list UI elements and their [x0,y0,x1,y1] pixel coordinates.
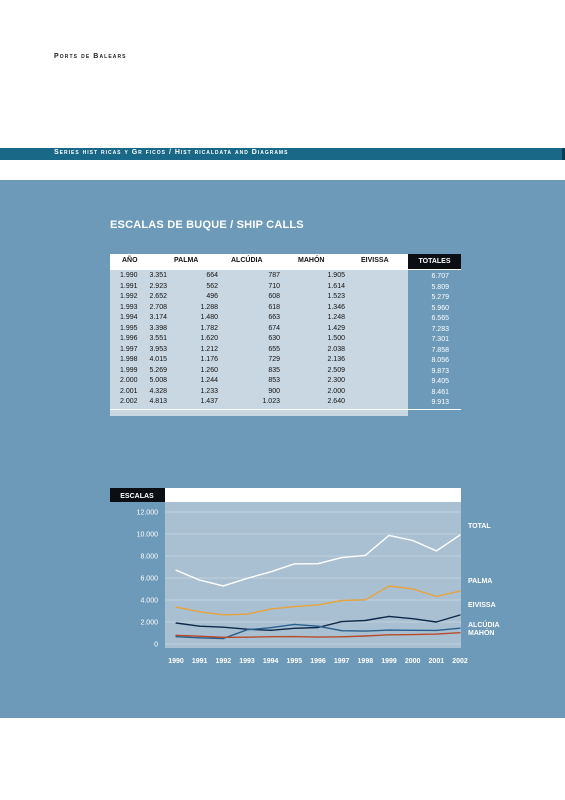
chart-point-eivissa [341,621,342,622]
table-cell-mahon: 853 [268,377,280,384]
table-cell-eivissa: 1.523 [327,293,345,300]
chart-legend-label: EIVISSA [468,602,496,609]
chart-ytick-label: 12.000 [136,509,158,517]
chart-point-total [175,570,176,571]
chart-point-alcúdia [436,630,437,631]
table-row [110,387,408,398]
chart-point-palma [388,585,389,586]
table-cell-alcudia: 1.288 [200,303,218,311]
table-cell-eivissa: 2.300 [327,377,345,384]
chart-ytick-label: 4.000 [140,597,158,605]
table-header-rule [110,269,461,270]
table-row [110,282,408,293]
table-cell-palma: 4.328 [149,387,167,395]
chart-xtick-label: 1999 [381,658,397,665]
table-cell-year: 1.991 [120,282,138,290]
page-title: ESCALAS DE BUQUE / SHIP CALLS [110,219,304,231]
chart-legend-label: MAHÓN [468,630,495,637]
header-alcudia: ALCÚDIA [231,257,263,264]
table-cell-mahon: 674 [268,324,280,332]
chart-point-total [199,580,200,581]
chart-point-palma [412,588,413,589]
table-cell-palma: 5.008 [149,377,167,384]
table-cell-eivissa: 1.248 [327,314,345,321]
table-row [110,355,408,366]
table-cell-palma: 2.923 [149,282,167,290]
chart-title-strip [165,488,461,502]
chart-svg [110,488,550,673]
chart-point-alcúdia [199,637,200,638]
chart-legend-label: TOTAL [468,523,491,530]
chart-point-total [459,534,460,535]
chart-point-alcúdia [270,627,271,628]
chart-point-alcúdia [223,638,224,639]
chart-point-alcúdia [294,624,295,625]
table-cell-palma: 5.269 [149,366,167,374]
chart-point-alcúdia [341,630,342,631]
chart-point-eivissa [199,626,200,627]
table-cell-mahon: 835 [268,366,280,374]
chart-xtick-label: 1998 [357,658,374,665]
table-cell-eivissa: 2.000 [327,387,345,395]
chart-point-mahón [412,634,413,635]
chart-point-palma [294,606,295,607]
table-cell-palma: 3.551 [149,335,167,342]
chart-point-mahón [459,632,460,633]
table-cell-palma: 2.652 [149,293,167,300]
table-row [110,366,408,377]
table-cell-eivissa: 2.136 [327,356,345,363]
table-cell-mahon: 710 [268,282,280,290]
table-cell-year: 1.990 [120,272,138,279]
chart-point-total [341,557,342,558]
table-body [110,269,408,408]
chart-ytick-label: 6.000 [140,575,158,583]
table-cell-eivissa: 2.509 [327,366,345,374]
table-cell-total: 6.565 [431,315,449,322]
table-cell-year: 2.000 [120,377,138,384]
table-cell-mahon: 787 [268,272,280,279]
table-cell-total: 8.461 [431,388,449,396]
chart-point-eivissa [175,622,176,623]
table-cell-alcudia: 562 [206,282,218,290]
chart-point-mahón [436,634,437,635]
chart-point-eivissa [388,616,389,617]
chart-point-mahón [270,636,271,637]
table-cell-eivissa: 1.500 [327,335,345,342]
chart-legend-label: ALCÚDIA [468,622,500,629]
table-cell-mahon: 663 [268,314,280,321]
chart-xtick-label: 1996 [310,658,326,665]
chart-point-alcúdia [317,626,318,627]
table-cell-alcudia: 664 [206,272,218,279]
table-cell-palma: 3.174 [149,314,167,321]
table-cell-year: 2.002 [120,398,138,405]
table-cell-total: 8.056 [431,357,449,364]
table-cell-alcudia: 1.782 [200,324,218,332]
chart-point-palma [459,590,460,591]
chart-point-palma [175,607,176,608]
table-cell-alcudia: 1.437 [200,398,218,405]
table-cell-total: 7.283 [431,325,449,333]
chart-point-palma [246,614,247,615]
table-cell-alcudia: 496 [206,293,218,300]
chart-point-alcúdia [246,629,247,630]
chart-ytick-label: 0 [154,641,158,649]
table-cell-palma: 4.813 [149,398,167,405]
table-cell-alcudia: 1.260 [200,366,218,374]
ship-calls-chart [110,488,550,678]
table-row [110,397,408,408]
chart-xtick-label: 1994 [262,658,279,665]
chart-point-mahón [388,634,389,635]
chart-point-mahón [294,636,295,637]
chart-point-total [317,563,318,564]
table-cell-alcudia: 1.620 [200,335,218,342]
table-cell-palma: 3.398 [149,324,167,332]
header-mahon: MAHÓN [298,257,325,264]
chart-ytick-label: 10.000 [136,531,158,539]
table-cell-year: 1.997 [120,345,138,353]
table-cell-eivissa: 1.429 [327,324,345,332]
chart-point-mahón [341,636,342,637]
header-palma: PALMA [174,257,199,264]
chart-point-eivissa [412,618,413,619]
chart-point-eivissa [294,628,295,629]
chart-point-mahón [365,635,366,636]
table-cell-alcudia: 1.233 [200,387,218,395]
chart-point-total [412,540,413,541]
table-cell-alcudia: 1.480 [200,314,218,321]
table-cell-eivissa: 1.346 [327,303,345,311]
table-cell-total: 6.707 [431,273,449,280]
table-cell-mahon: 655 [268,345,280,353]
chart-point-mahón [223,637,224,638]
table-cell-year: 1.992 [120,293,138,300]
chart-point-eivissa [317,627,318,628]
table-cell-total: 9.405 [431,378,449,385]
chart-point-total [223,585,224,586]
chart-point-mahón [317,636,318,637]
chart-xtick-label: 1990 [168,658,184,665]
table-cell-year: 1.994 [120,314,138,321]
table-row [110,313,408,324]
chart-xtick-label: 1997 [333,658,350,665]
chart-point-alcúdia [365,630,366,631]
chart-point-palma [365,599,366,600]
chart-point-eivissa [459,614,460,615]
chart-point-eivissa [223,627,224,628]
chart-xtick-label: 1992 [215,658,232,665]
section-band-text: Series hist ricas y Gr ficos / Hist ricaldata and Diagrams [54,149,289,156]
table-cell-total: 9.913 [431,399,449,406]
chart-ytick-label: 2.000 [140,619,158,627]
table-cell-palma: 3.351 [149,272,167,279]
table-cell-year: 1.996 [120,335,138,342]
table-cell-year: 1.999 [120,366,138,374]
chart-xtick-label: 1991 [191,658,208,665]
table-bottom-rule [110,409,461,410]
chart-legend-label: PALMA [468,578,493,585]
chart-point-alcúdia [175,636,176,637]
chart-point-alcúdia [412,630,413,631]
chart-point-total [388,535,389,536]
table-cell-palma: 4.015 [149,356,167,363]
table-cell-mahon: 608 [268,293,280,300]
chart-point-palma [436,596,437,597]
table-cell-total: 5.279 [431,294,449,301]
chart-point-mahón [199,636,200,637]
table-cell-mahon: 630 [268,335,280,342]
chart-point-eivissa [365,620,366,621]
table-cell-mahon: 618 [268,303,280,311]
chart-point-mahón [175,635,176,636]
header-eivissa: EIVISSA [361,257,389,264]
table-cell-total: 5.960 [431,304,449,312]
table-row [110,376,408,387]
table-cell-year: 1.995 [120,324,138,332]
totals-body [408,269,461,408]
table-cell-mahon: 900 [268,387,280,395]
table-cell-year: 1.998 [120,356,138,363]
table-row [110,303,408,314]
table-cell-total: 7.301 [431,336,449,343]
chart-point-total [436,550,437,551]
table-row [110,334,408,345]
table-cell-mahon: 729 [268,356,280,363]
chart-point-palma [223,614,224,615]
chart-xtick-label: 1995 [286,658,303,665]
table-row [110,292,408,303]
brand-header: Ports de Balears [54,53,127,60]
table-cell-total: 7.858 [431,346,449,354]
chart-point-alcúdia [459,628,460,629]
chart-point-palma [199,611,200,612]
table-cell-eivissa: 2.640 [327,398,345,405]
chart-point-total [365,555,366,556]
chart-point-palma [341,600,342,601]
table-cell-eivissa: 2.038 [327,345,345,353]
chart-point-eivissa [436,621,437,622]
table-cell-year: 1.993 [120,303,138,311]
chart-point-total [246,578,247,579]
chart-ylabel: ESCALAS [120,493,154,500]
chart-point-total [270,571,271,572]
table-cell-eivissa: 1.905 [327,272,345,279]
table-cell-mahon: 1.023 [262,398,280,405]
chart-point-palma [317,604,318,605]
table-row [110,345,408,356]
table-cell-eivissa: 1.614 [327,282,345,290]
table-cell-palma: 2.708 [149,303,167,311]
table-row [110,324,408,335]
table-cell-year: 2.001 [120,387,138,395]
chart-xtick-label: 2001 [428,658,445,665]
chart-xtick-label: 2002 [452,658,468,665]
table-cell-palma: 3.953 [149,345,167,353]
table-cell-total: 5.809 [431,283,449,291]
table-cell-alcudia: 1.176 [200,356,218,363]
table-cell-alcudia: 1.244 [200,377,218,384]
header-totales: TOTALES [408,254,461,269]
chart-xtick-label: 2000 [404,658,421,665]
header-ano: AÑO [122,257,138,264]
ship-calls-table [110,254,461,416]
table-cell-alcudia: 1.212 [200,345,218,353]
table-cell-total: 9.873 [431,367,449,375]
totals-column [408,254,461,416]
chart-ytick-label: 8.000 [140,553,158,561]
chart-xtick-label: 1993 [239,658,255,665]
table-row [110,271,408,282]
chart-point-total [294,563,295,564]
chart-point-palma [270,608,271,609]
chart-point-mahón [246,637,247,638]
chart-point-alcúdia [388,630,389,631]
chart-point-eivissa [270,630,271,631]
